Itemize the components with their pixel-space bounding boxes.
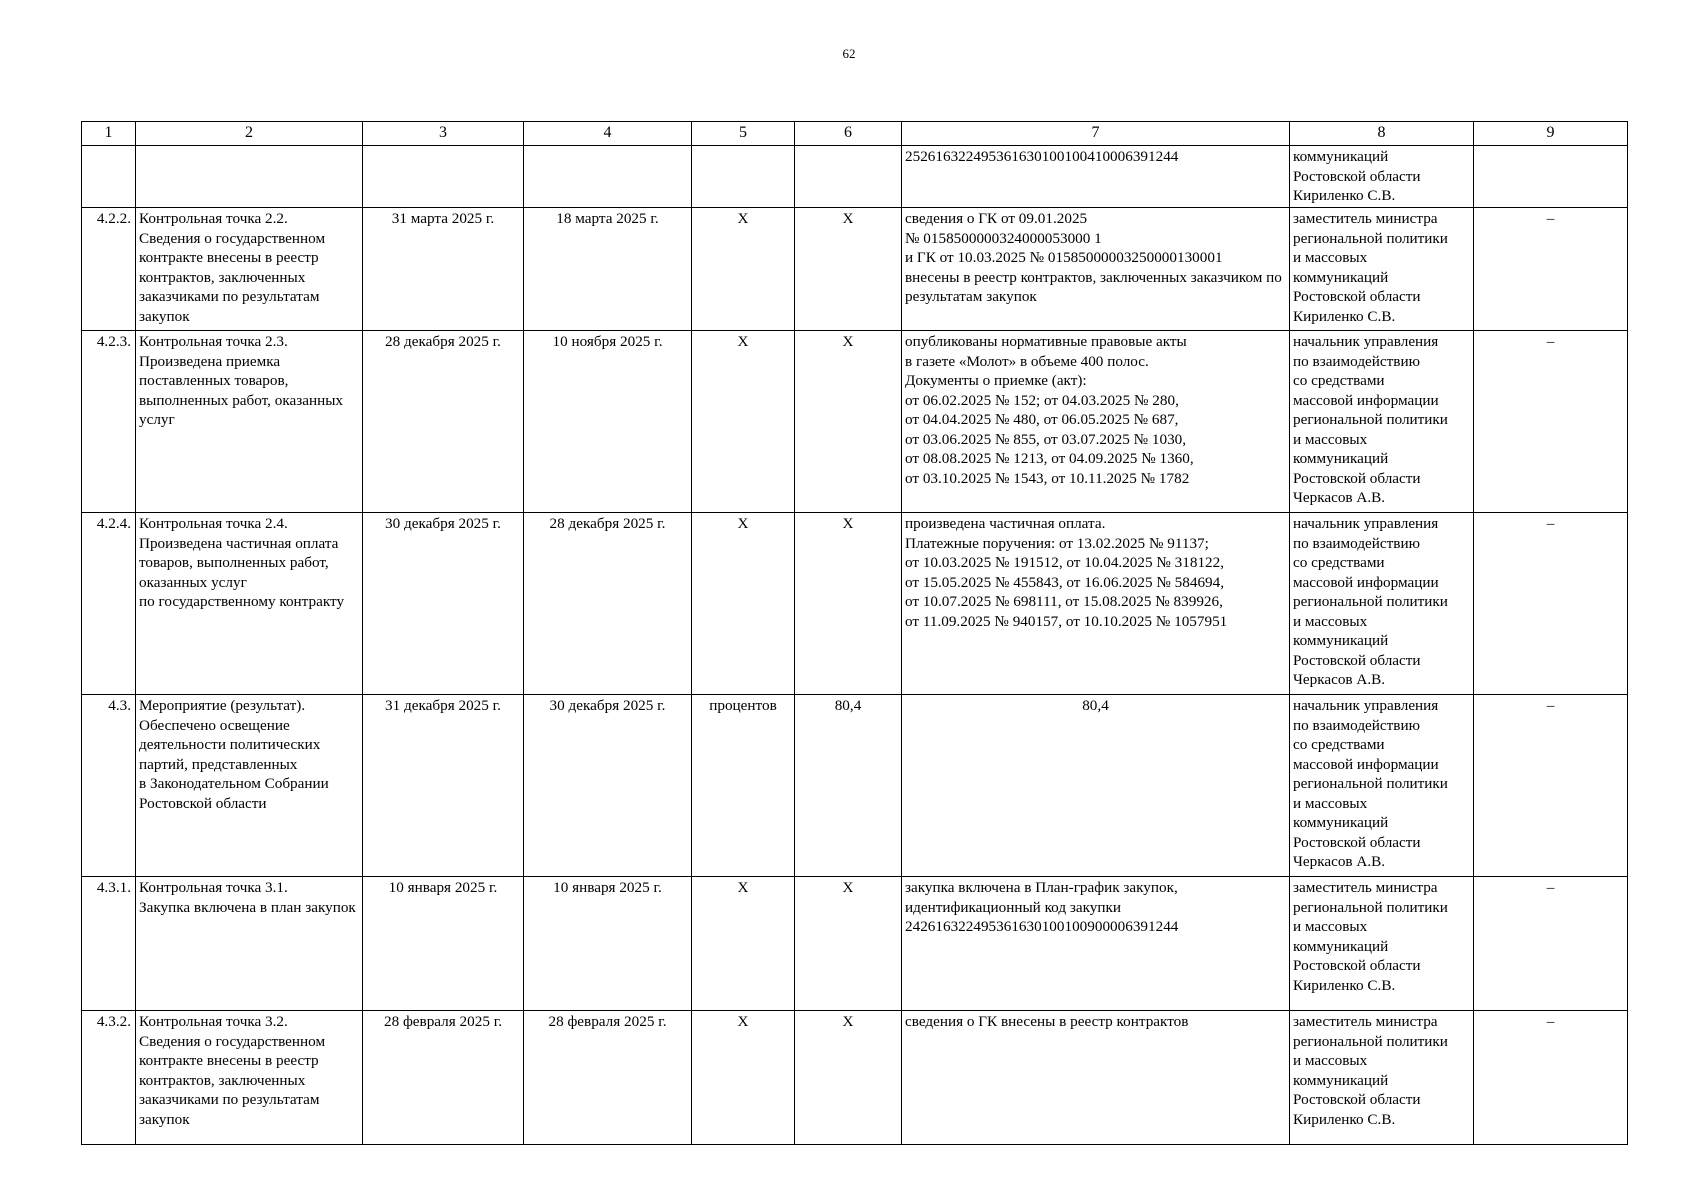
column-header: 8 (1290, 122, 1474, 146)
planned-date-cell: 28 декабря 2025 г. (363, 331, 524, 513)
actual-date-cell: 30 декабря 2025 г. (524, 695, 692, 877)
responsible-cell: коммуникаций Ростовской области Кириленко С.В. (1290, 146, 1474, 208)
planned-date-cell: 30 декабря 2025 г. (363, 513, 524, 695)
planned-date-cell: 31 декабря 2025 г. (363, 695, 524, 877)
plan-value-cell (795, 146, 902, 208)
column-header: 6 (795, 122, 902, 146)
result-info-cell: произведена частичная оплата. Платежные поручения: от 13.02.2025 № 91137; от 10.03.2025 № 191512, от 10.04.2025 № 318122, от 15.05.2025 № 455843, от 16.06.2025 № 584694, от 10.07.2025 № 698111, от 15.08.2025 № 839926, от 11.09.2025 № 940157, от 10.10.2025 № 1057951 (902, 513, 1290, 695)
table-row (82, 513, 1628, 695)
notes-cell: – (1474, 877, 1628, 1011)
result-info-cell: закупка включена в План-график закупок, идентификационный код закупки 242616322495361630100100900006391244 (902, 877, 1290, 1011)
report-table (81, 121, 1628, 1145)
table-row (82, 208, 1628, 331)
table-row (82, 1011, 1628, 1145)
plan-value-cell: Х (795, 331, 902, 513)
item-name-cell: Мероприятие (результат). Обеспечено освещение деятельности политических партий, представленных в Законодательном Собрании Ростовской области (136, 695, 363, 877)
plan-value-cell: Х (795, 877, 902, 1011)
actual-date-cell: 28 февраля 2025 г. (524, 1011, 692, 1145)
result-info-cell: сведения о ГК внесены в реестр контрактов (902, 1011, 1290, 1145)
plan-value-cell: Х (795, 208, 902, 331)
result-info-cell: 80,4 (902, 695, 1290, 877)
item-name-cell: Контрольная точка 2.3. Произведена приемка поставленных товаров, выполненных работ, оказанных услуг (136, 331, 363, 513)
actual-date-cell: 18 марта 2025 г. (524, 208, 692, 331)
column-header: 4 (524, 122, 692, 146)
actual-date-cell: 28 декабря 2025 г. (524, 513, 692, 695)
unit-cell: Х (692, 208, 795, 331)
table-row (82, 695, 1628, 877)
responsible-cell: начальник управления по взаимодействию со средствами массовой информации региональной политики и массовых коммуникаций Ростовской области Черкасов А.В. (1290, 513, 1474, 695)
result-info-cell: опубликованы нормативные правовые акты в газете «Молот» в объеме 400 полос. Документы о приемке (акт): от 06.02.2025 № 152; от 04.03.2025 № 280, от 04.04.2025 № 480, от 06.05.2025 № 687, от 03.06.2025 № 855, от 03.07.2025 № 1030, от 08.08.2025 № 1213, от 04.09.2025 № 1360, от 03.10.2025 № 1543, от 10.11.2025 № 1782 (902, 331, 1290, 513)
responsible-cell: заместитель министра региональной политики и массовых коммуникаций Ростовской области Кириленко С.В. (1290, 877, 1474, 1011)
unit-cell (692, 146, 795, 208)
unit-cell: Х (692, 331, 795, 513)
item-number-cell: 4.2.3. (82, 331, 136, 513)
column-header: 2 (136, 122, 363, 146)
page-number: 62 (842, 46, 856, 61)
notes-cell: – (1474, 695, 1628, 877)
planned-date-cell (363, 146, 524, 208)
column-header: 7 (902, 122, 1290, 146)
item-name-cell (136, 146, 363, 208)
actual-date-cell (524, 146, 692, 208)
result-info-cell: 252616322495361630100100410006391244 (902, 146, 1290, 208)
unit-cell: Х (692, 877, 795, 1011)
notes-cell: – (1474, 208, 1628, 331)
unit-cell: процентов (692, 695, 795, 877)
plan-value-cell: Х (795, 513, 902, 695)
item-name-cell: Контрольная точка 2.4. Произведена частичная оплата товаров, выполненных работ, оказанных услуг по государственному контракту (136, 513, 363, 695)
notes-cell: – (1474, 331, 1628, 513)
column-header: 5 (692, 122, 795, 146)
item-number-cell (82, 146, 136, 208)
responsible-cell: заместитель министра региональной политики и массовых коммуникаций Ростовской области Кириленко С.В. (1290, 1011, 1474, 1145)
column-number-header-row (82, 122, 1628, 146)
planned-date-cell: 10 января 2025 г. (363, 877, 524, 1011)
planned-date-cell: 31 марта 2025 г. (363, 208, 524, 331)
column-header: 1 (82, 122, 136, 146)
responsible-cell: заместитель министра региональной политики и массовых коммуникаций Ростовской области Кириленко С.В. (1290, 208, 1474, 331)
actual-date-cell: 10 ноября 2025 г. (524, 331, 692, 513)
responsible-cell: начальник управления по взаимодействию со средствами массовой информации региональной политики и массовых коммуникаций Ростовской области Черкасов А.В. (1290, 331, 1474, 513)
unit-cell: Х (692, 513, 795, 695)
plan-value-cell: Х (795, 1011, 902, 1145)
responsible-cell: начальник управления по взаимодействию со средствами массовой информации региональной политики и массовых коммуникаций Ростовской области Черкасов А.В. (1290, 695, 1474, 877)
item-number-cell: 4.3. (82, 695, 136, 877)
table-row (82, 331, 1628, 513)
item-number-cell: 4.2.4. (82, 513, 136, 695)
notes-cell (1474, 146, 1628, 208)
actual-date-cell: 10 января 2025 г. (524, 877, 692, 1011)
item-name-cell: Контрольная точка 3.1. Закупка включена в план закупок (136, 877, 363, 1011)
item-name-cell: Контрольная точка 3.2. Сведения о государственном контракте внесены в реестр контрактов, заключенных заказчиками по результатам закупок (136, 1011, 363, 1145)
item-name-cell: Контрольная точка 2.2. Сведения о государственном контракте внесены в реестр контрактов, заключенных заказчиками по результатам закупок (136, 208, 363, 331)
notes-cell: – (1474, 513, 1628, 695)
plan-value-cell: 80,4 (795, 695, 902, 877)
table-row (82, 146, 1628, 208)
result-info-cell: сведения о ГК от 09.01.2025 № 0158500000324000053000 1 и ГК от 10.03.2025 № 01585000003250000130001 внесены в реестр контрактов, заключенных заказчиком по результатам закупок (902, 208, 1290, 331)
item-number-cell: 4.3.1. (82, 877, 136, 1011)
item-number-cell: 4.3.2. (82, 1011, 136, 1145)
column-header: 3 (363, 122, 524, 146)
notes-cell: – (1474, 1011, 1628, 1145)
unit-cell: Х (692, 1011, 795, 1145)
column-header: 9 (1474, 122, 1628, 146)
table-row (82, 877, 1628, 1011)
planned-date-cell: 28 февраля 2025 г. (363, 1011, 524, 1145)
item-number-cell: 4.2.2. (82, 208, 136, 331)
